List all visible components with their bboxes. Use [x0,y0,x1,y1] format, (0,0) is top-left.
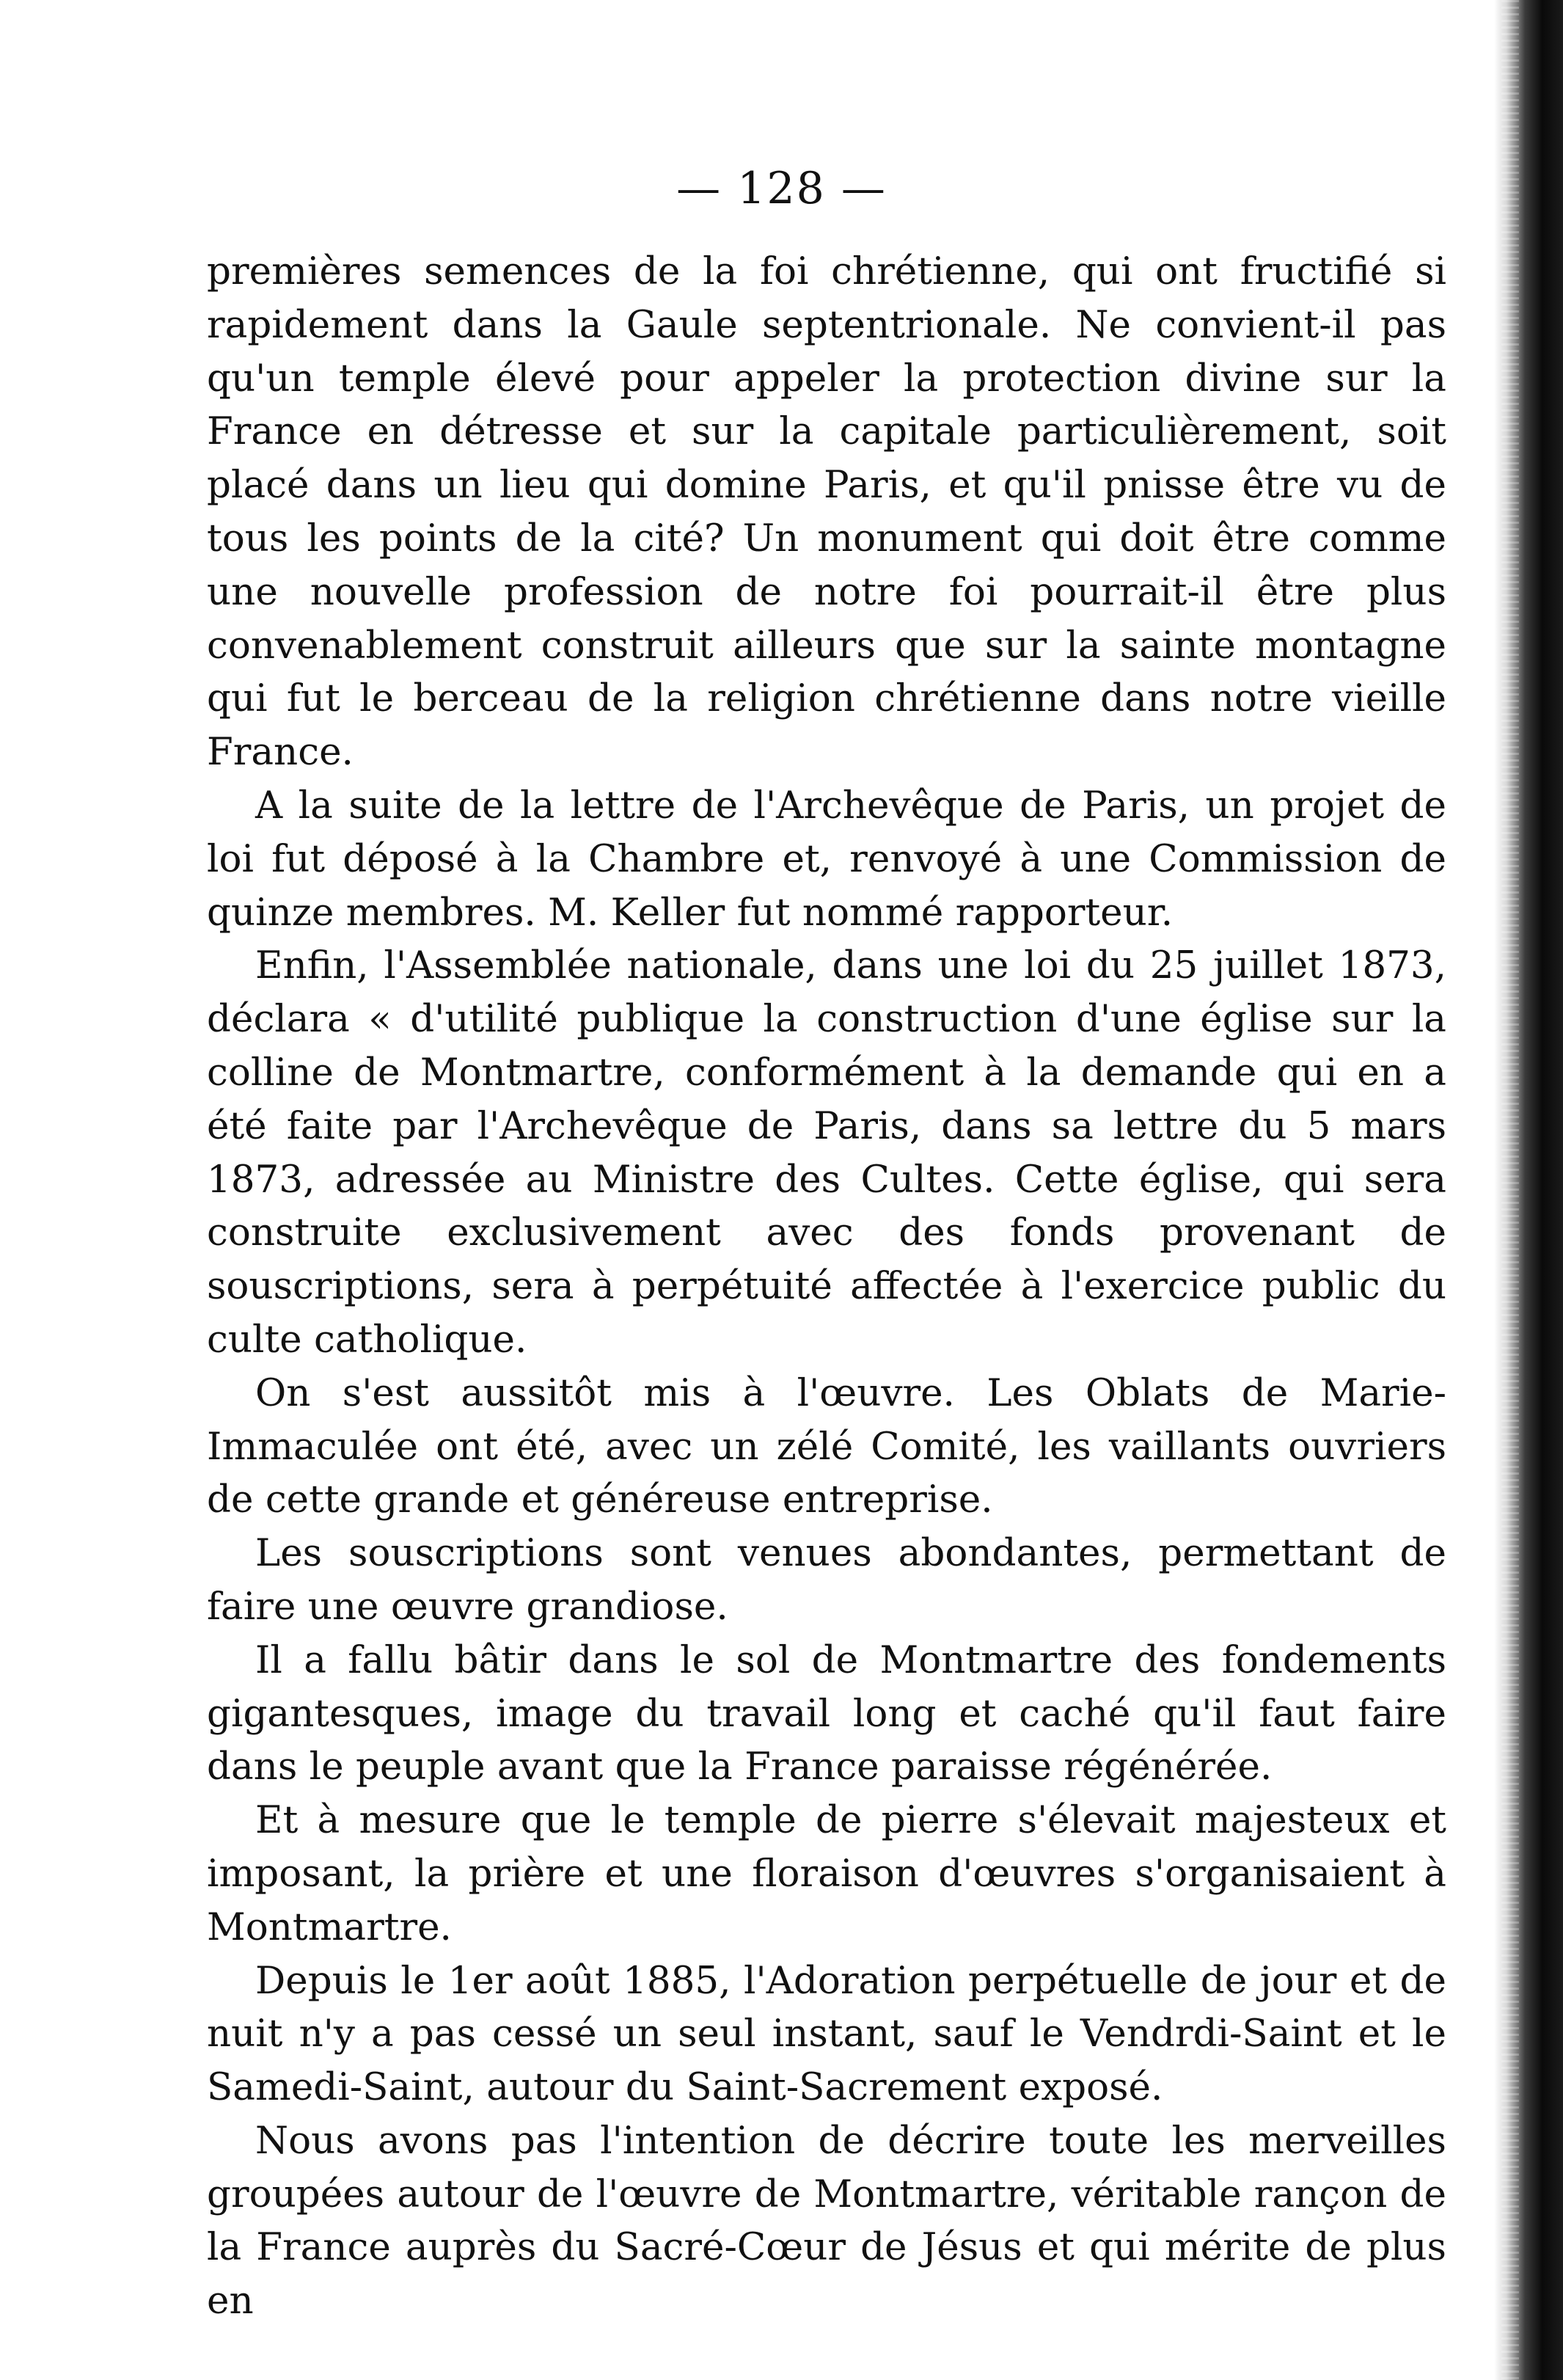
paragraph: Enfin, l'Assemblée nationale, dans une loi du 25 juillet 1873, déclara « d'utilité publique la construction d'une église sur la colline de Montmartre, conformément à la demande qui en a été faite par l'Archevêque de Paris, dans sa lettre du 5 mars 1873, adressée au Ministre des Cultes. Cette église, qui sera construite exclusivement avec des fonds provenant de souscriptions, sera à perpétuité affectée à l'exercice public du culte catholique. [207,943,1446,1362]
paragraph: Nous avons pas l'intention de décrire toute les merveilles groupées autour de l'œuvre de Montmartre, véritable rançon de la France auprès du Sacré-Cœur de Jésus et qui mérite de plus en [207,2118,1446,2324]
body-text [207,245,1446,2328]
page-edge-speckle [1501,0,1519,2380]
paragraph: Il a fallu bâtir dans le sol de Montmartre des fondements gigantesques, image du travail long et caché qu'il faut faire dans le peuple avant que la France paraisse régénérée. [207,1638,1446,1789]
page-number: — 128 — [676,163,887,214]
paragraph: A la suite de la lettre de l'Archevêque de Paris, un projet de loi fut déposé à la Chambre et, renvoyé à une Commission de quinze membres. M. Keller fut nommé rapporteur. [207,783,1446,935]
paragraph: Et à mesure que le temple de pierre s'élevait majesteux et imposant, la prière et une floraison d'œuvres s'organisaient à Montmartre. [207,1798,1446,1949]
paragraph: Les souscriptions sont venues abondantes, permettant de faire une œuvre grandiose. [207,1531,1446,1629]
paragraph: Depuis le 1er août 1885, l'Adoration perpétuelle de jour et de nuit n'y a pas cessé un seul instant, sauf le Vendrdi-Saint et le Samedi-Saint, autour du Saint-Sacrement exposé. [207,1958,1446,2110]
paragraph: On s'est aussitôt mis à l'œuvre. Les Oblats de Marie-Immaculée ont été, avec un zélé Comité, les vaillants ouvriers de cette grande et généreuse entreprise. [207,1370,1446,1522]
paragraph-continued: premières semences de la foi chrétienne, qui ont fructifié si rapidement dans la Gaule septentrionale. Ne convient-il pas qu'un temple élevé pour appeler la protection divine sur la France en détresse et sur la capitale particulièrement, soit placé dans un lieu qui domine Paris, et qu'il pnisse être vu de tous les points de la cité? Un monument qui doit être comme une nouvelle profession de notre foi pourrait-il être plus convenablement construit ailleurs que sur la sainte montagne qui fut le berceau de la religion chrétienne dans notre vieille France. [207,249,1446,775]
